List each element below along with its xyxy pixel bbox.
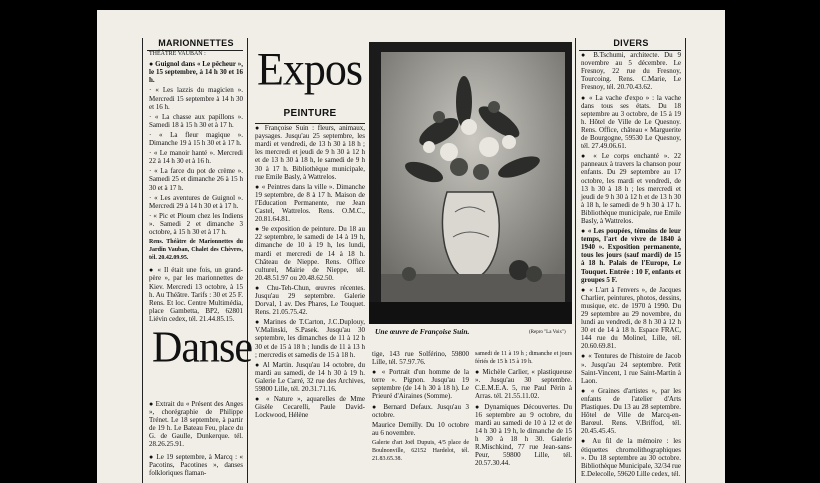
divers-item: ● B.Tschumi, architecte. Du 9 novembre au 5 décembre. Le Fresnoy, 22 rue du Fresnoy, Tourcoing. Rens. C.Marie, Le Fresnoy, tél. 20.70.43.62. (581, 51, 681, 92)
divers-item: ● « L'art à l'envers », de Jacques Charlier, peintures, photos, dessins, musique, etc. de 1970 à 1990. Du 29 septembre au 29 novembre, du lundi au vendredi, de 8 h 30 à 12 h 30 et de 14 à 18 h. Espace FRAC, 144 rue du Molinel, Lille, tél. 20.60.69.81. (581, 285, 681, 351)
danse-item: ● Extrait du « Présent des Anges », chorégraphie de Philippe Trénet. Le 18 septembre, à partir de 19 h. Le Bateau Feu, place du G. de Gaulle, Dunkerque. tél. 28.26.25.91. (149, 400, 243, 449)
divers-item: ● « Tentures de l'histoire de Jacob ». Jusqu'au 24 septembre. Petit Saint-Vincent, 1 rue Saint-Martin à Laon. (581, 352, 681, 385)
column-rule (685, 38, 686, 483)
marionnettes-item: · « Les lazzis du magicien ». Mercredi 15 septembre à 14 h 30 et 16 h. (149, 86, 243, 111)
marionnettes-item: · « La fleur magique ». Dimanche 19 à 15 h 30 et à 17 h. (149, 130, 243, 148)
column-rule (142, 38, 143, 483)
divers-item: ● « La vache d'expo » : la vache dans tous ses états. Du 18 septembre au 3 octobre, de 15 à 19 h. Hôtel de Ville de Le Quesnoy. Rens. Office, château « Marguerite de Bourgogne, 59530 Le Quesnoy, tél. 27.49.06.61. (581, 93, 681, 151)
expos-item: ● 9e exposition de peinture. Du 18 au 22 septembre, le samedi de 14 à 19 h, dimanche de 10 à 19 h, les lundi, mardi et mercredi de 14 à 18 h. Château de Nieppe. Rens. Office culturel, Mairie de Nieppe, tél. 20.48.51.97 ou 20.48.62.50. (255, 225, 365, 282)
divers-heading: DIVERS (613, 38, 649, 48)
marionnettes-heading: MARIONNETTES (158, 38, 234, 48)
expos-item: ● Marines de T.Carton, J.C.Duplouy, V.Malinski, S.Pasek. Jusqu'au 30 septembre, les dimanches de 11 à 12 h 30 et de 15 à 18 h ; lundis de 11 à 13 h ; mercredis et samedis de 15 à 18 h. (255, 318, 365, 359)
expos-item: ● Al Martin. Jusqu'au 14 octobre, du mardi au samedi, de 14 h 30 à 19 h. Galerie Le Carré, 32 rue des Archives, 59800 Lille, tél. 20.31.71.16. (255, 360, 365, 393)
expos-item: ● « Peintres dans la ville ». Dimanche 19 septembre, de 8 à 17 h. Maison de l'Education Permanente, rue Jean Castel, Wattrelos. Rens. O.M.C., 20.81.64.81. (255, 182, 365, 224)
column-rule (575, 38, 576, 483)
middle-item: samedi de 11 à 19 h ; dimanche et jours fériés de 15 h 15 à 19 h. (475, 351, 572, 366)
marionnettes-item: ● Guignol dans « Le pêcheur », le 15 septembre, à 14 h 30 et 16 h. (149, 60, 243, 85)
middle-item: ● Bernard Defaux. Jusqu'au 3 octobre. (372, 402, 469, 419)
marionnettes-item: ● « Il était une fois, un grand-père », par les marionnettes de Kiev. Mercredi 13 octobre, à 15 h. Au Théâtre. Tarifs : 30 et 25 F. Rens. Et loc. Centre Multimédia, place Gambetta, BP2, 62801 Liévin cedex, tél. 21.44.85.15. (149, 266, 243, 323)
peinture-subheading: PEINTURE (283, 108, 337, 119)
expos-item: ● Chu-Teh-Chun, œuvres récentes. Jusqu'au 29 septembre. Galerie Dorval, 1 av. Des Phares, Le Touquet. Rens. 21.05.75.42. (255, 283, 365, 317)
expos-item: ● « Nature », aquarelles de Mme Gisèle Cecarelli, Paule David-Lockwood, Hélène (255, 395, 365, 420)
middle-item: ● Michèle Carlier, « plastiqueuse ». Jusqu'au 30 septembre. C.E.M.E.A. 5, rue Paul Périn à Arras. tél. 21.55.11.02. (475, 368, 572, 401)
painting-photo (369, 42, 572, 324)
middle-item: ● Dynamiques Découvertes. Du 16 septembre au 9 octobre, du mardi au samedi de 10 à 12 et de 14 h 30 à 19 h, le dimanche de 15 h 30 à 18 h 30. Galerie R.Mischkind, 77 rue Jean-sans-Peur, 59800 Lille, tél. 20.57.30.44. (475, 402, 572, 468)
middle-column-2 (475, 350, 572, 483)
column-rule (247, 38, 248, 483)
divers-item: ● Au fil de la mémoire : les étiquettes chromolithographiques ». Du 18 septembre au 30 octobre. Bibliothèque Municipale, 32/34 rue E.Delecolle, 59620 Lille cedex, tél. (581, 437, 681, 478)
photo-caption: Une œuvre de Françoise Suin. (375, 327, 470, 336)
marionnettes-item: · « La farce du pot de crème ». Samedi 25 et dimanche 26 à 15 h 30 et à 17 h. (149, 167, 243, 192)
danse-item: ● Le 19 septembre, à Marcq : « Pacotins, Pacotines », danses folkloriques flaman- (149, 452, 243, 477)
marionnettes-column (149, 38, 243, 323)
divers-item: ● « Les poupées, témoins de leur temps, l'art de vivre de 1840 à 1940 ». Exposition permanente, tous les jours (sauf mardi) de 15 à 18 h. Palais de l'Europe, Le Touquet. Entrée : 10 F, enfants et groupes 5 F. (581, 227, 681, 284)
flower-painting-image (369, 42, 572, 324)
divers-column (581, 39, 681, 483)
marionnettes-item: · « Pic et Ploum chez les Indiens ». Samedi 2 et dimanche 3 octobre, à 15 h 30 et à 17 h. (149, 211, 243, 236)
divers-item: ● « Le corps enchanté ». 22 panneaux à travers la chanson pour enfants. Du 29 septembre au 17 octobre, les mardi et vendredi, de 13 h 30 à 18 h ; les mercredi et jeudi de 9 h 30 à 12 h et de 13 h 30 à 18 h, le samedi de 9 h 30 à 17 h. Bibliothèque municipale, rue Emile Basly, à Wattrelos. (581, 152, 681, 225)
marionnettes-venue: THÉÂTRE VAUBAN : (149, 51, 206, 58)
marionnettes-item: · « La chasse aux papillons ». Samedi 18 à 15 h 30 et à 17 h. (149, 112, 243, 129)
middle-column-1 (372, 350, 469, 483)
newspaper-page (97, 10, 725, 483)
marionnettes-rens: Rens. Théâtre de Marionnettes du Jardin Vauban, Chalet des Chèvres, tél. 20.42.09.95. (149, 239, 243, 262)
middle-item: ● « Portrait d'un homme de la terre ». Pignon. Jusqu'au 19 septembre (de 14 h 30 à 18 h). Le Prieuré d'Airaines (Somme). (372, 368, 469, 401)
expos-heading: Expos (257, 43, 362, 96)
expos-column (255, 110, 365, 483)
middle-item: Galerie d'art Joël Dupuis, 4/5 place de Boulnonville, 62152 Hardelot, tél. 21.83.65.38. (372, 439, 469, 463)
photo-credit: (Repro "La Voix") (529, 330, 566, 335)
divers-item: ● « Graines d'artistes », par les enfants de l'atelier d'Arts Plastiques. Du 13 au 28 septembre. Hôtel de Ville de Marcq-en-Barœul. Rens. V.Briffod, tél. 20.45.45.45. (581, 386, 681, 436)
danse-column (149, 400, 243, 483)
danse-heading: Danse (152, 323, 252, 373)
expos-item: ● Françoise Suin : fleurs, animaux, paysages. Jusqu'au 25 septembre, les mardi et vendredi, de 13 h 30 à 18 h ; les mercredi et jeudi de 9 h 30 à 12 h et de 13 h 30 à 18 h, le samedi de 9 h 30 à 17 h. Bibliothèque municipale, rue Emile Basly, à Wattrelos. (255, 124, 365, 181)
marionnettes-item: · « Les aventures de Guignol ». Mercredi 29 à 14 h 30 et à 17 h. (149, 193, 243, 210)
middle-item: tige, 143 rue Solférino, 59800 Lille, tél. 57.97.76. (372, 350, 469, 367)
marionnettes-item: · « Le manoir hanté ». Mercredi 22 à 14 h 30 et à 16 h. (149, 149, 243, 166)
middle-item: Maurice Demilly. Du 10 octobre au 6 novembre. (372, 420, 469, 437)
